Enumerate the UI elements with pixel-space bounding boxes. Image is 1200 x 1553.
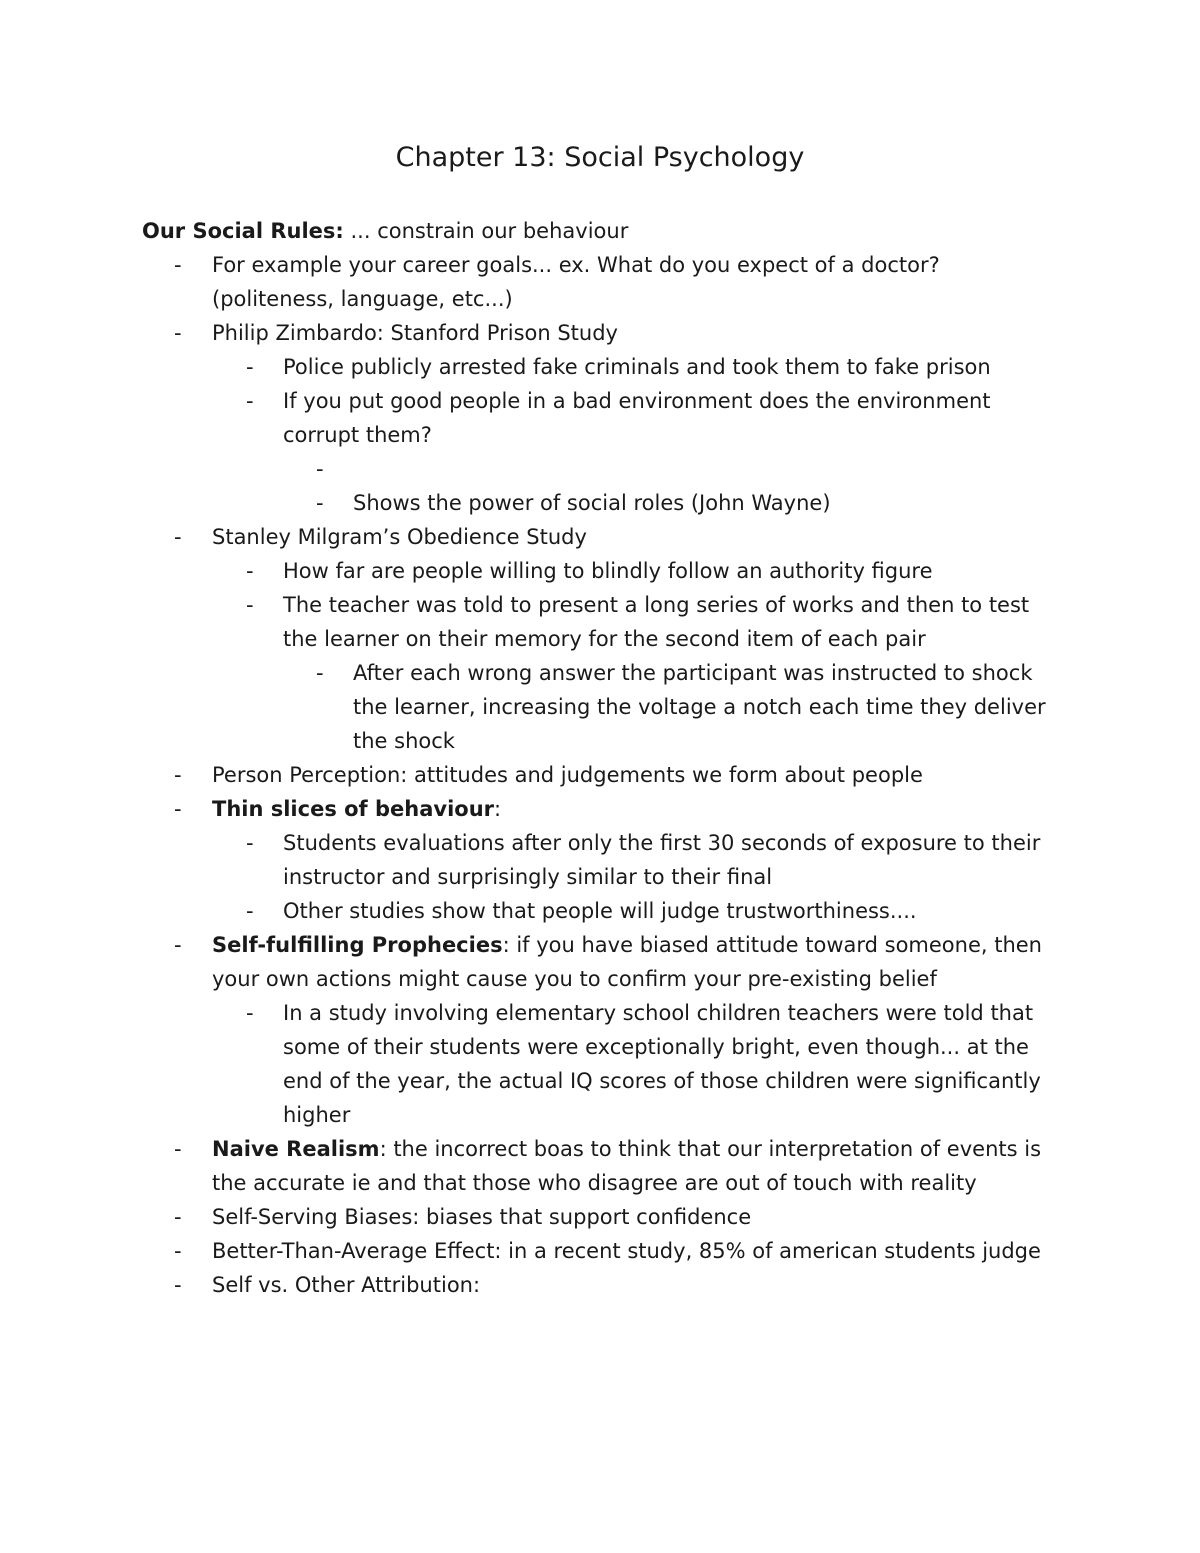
list-bullet: - (174, 797, 182, 821)
list-item-body: For example your career goals... ex. What do you expect of a doctor? (politeness, language, etc...) (212, 253, 940, 311)
list-item-body: Philip Zimbardo: Stanford Prison Study (212, 321, 618, 345)
list-bullet: - (246, 593, 254, 617)
list-item-body: Police publicly arrested fake criminals and took them to fake prison (283, 355, 991, 379)
list-item (142, 996, 1062, 1132)
list-item (142, 384, 1062, 452)
list-item-text (283, 1001, 1041, 1127)
list-bullet: - (174, 763, 182, 787)
list-item-body: : (494, 797, 502, 821)
list-bullet: - (246, 355, 254, 379)
list-bullet: - (174, 933, 182, 957)
list-item-body: Person Perception: attitudes and judgements we form about people (212, 763, 923, 787)
list-item-text (212, 1273, 480, 1297)
list-item (142, 1200, 1062, 1234)
list-item-text (212, 321, 618, 345)
list-item-text (283, 831, 1040, 889)
list-item-text (212, 933, 1042, 991)
list-item-body: Self-Serving Biases: biases that support confidence (212, 1205, 752, 1229)
list-item-body: : if you have biased attitude toward someone, then your own actions might cause you to confirm your pre-existing belief (212, 933, 1042, 991)
list-item-text (212, 1137, 1041, 1195)
list-item (142, 656, 1062, 758)
list-bullet: - (316, 491, 324, 515)
list-item-body: If you put good people in a bad environment does the environment corrupt them? (283, 389, 991, 447)
list-item (142, 894, 1062, 928)
list-bullet: - (174, 525, 182, 549)
list-bullet: - (246, 559, 254, 583)
list-item-body: Self vs. Other Attribution: (212, 1273, 481, 1297)
section-heading-term: Our Social Rules: (142, 219, 344, 243)
list-item-term: Thin slices of behaviour (212, 797, 495, 821)
list-item (142, 588, 1062, 656)
list-bullet: - (174, 321, 182, 345)
list-item-text (212, 797, 501, 821)
page-title: Chapter 13: Social Psychology (395, 142, 805, 173)
list-item-text (283, 593, 1029, 651)
list-item-text (283, 355, 991, 379)
list-item (142, 758, 1062, 792)
list-item-body: After each wrong answer the participant was instructed to shock the learner, increasing the voltage a notch each time they deliver the shock (353, 661, 1046, 753)
list-item (142, 928, 1062, 996)
list-item-text (212, 525, 587, 549)
list-item-body: Students evaluations after only the first 30 seconds of exposure to their instructor and surprisingly similar to their final (283, 831, 1041, 889)
list-item-term: Self-fulfilling Prophecies (212, 933, 503, 957)
list-bullet: - (316, 661, 324, 685)
list-item-text (212, 1239, 1041, 1263)
list-item-body: How far are people willing to blindly follow an authority figure (283, 559, 933, 583)
list-item-text (283, 389, 991, 447)
list-item-text (353, 491, 831, 515)
list-bullet: - (174, 1239, 182, 1263)
list-item (142, 452, 1062, 486)
list-bullet: - (174, 253, 182, 277)
list-bullet: - (246, 389, 254, 413)
list-bullet: - (174, 1205, 182, 1229)
list-item-text (212, 1205, 751, 1229)
list-item (142, 554, 1062, 588)
list-item-body: Better-Than-Average Effect: in a recent study, 85% of american students judge (212, 1239, 1041, 1263)
list-item (142, 792, 1062, 826)
list-item-body: The teacher was told to present a long series of works and then to test the learner on their memory for the second item of each pair (283, 593, 1030, 651)
notes-list (142, 248, 1062, 1302)
list-bullet: - (246, 831, 254, 855)
section-heading-text: ... constrain our behaviour (343, 219, 629, 243)
list-item (142, 486, 1062, 520)
list-bullet: - (246, 899, 254, 923)
list-item (142, 1234, 1062, 1268)
list-item-body: : the incorrect boas to think that our interpretation of events is the accurate ie and that those who disagree are out of touch with reality (212, 1137, 1042, 1195)
list-item (142, 520, 1062, 554)
list-item (142, 1268, 1062, 1302)
list-item-body: Other studies show that people will judge trustworthiness.... (283, 899, 917, 923)
list-item-body: Stanley Milgram’s Obedience Study (212, 525, 587, 549)
list-item-text (212, 253, 940, 311)
list-item (142, 1132, 1062, 1200)
list-item (142, 826, 1062, 894)
list-bullet: - (246, 1001, 254, 1025)
notes-body (142, 214, 1062, 1302)
list-item (142, 350, 1062, 384)
list-item-text (283, 559, 933, 583)
section-heading (142, 214, 1062, 248)
list-bullet: - (174, 1137, 182, 1161)
list-bullet: - (174, 1273, 182, 1297)
list-item-body: In a study involving elementary school children teachers were told that some of their students were exceptionally bright, even though... at the end of the year, the actual IQ scores of those children were significantly higher (283, 1001, 1041, 1127)
list-item-term: Naive Realism (212, 1137, 380, 1161)
list-item-text (212, 763, 923, 787)
list-bullet: - (316, 457, 324, 481)
list-item (142, 316, 1062, 350)
list-item-body: Shows the power of social roles (John Wayne) (353, 491, 831, 515)
list-item-text (283, 899, 917, 923)
list-item-text (353, 661, 1046, 753)
list-item (142, 248, 1062, 316)
